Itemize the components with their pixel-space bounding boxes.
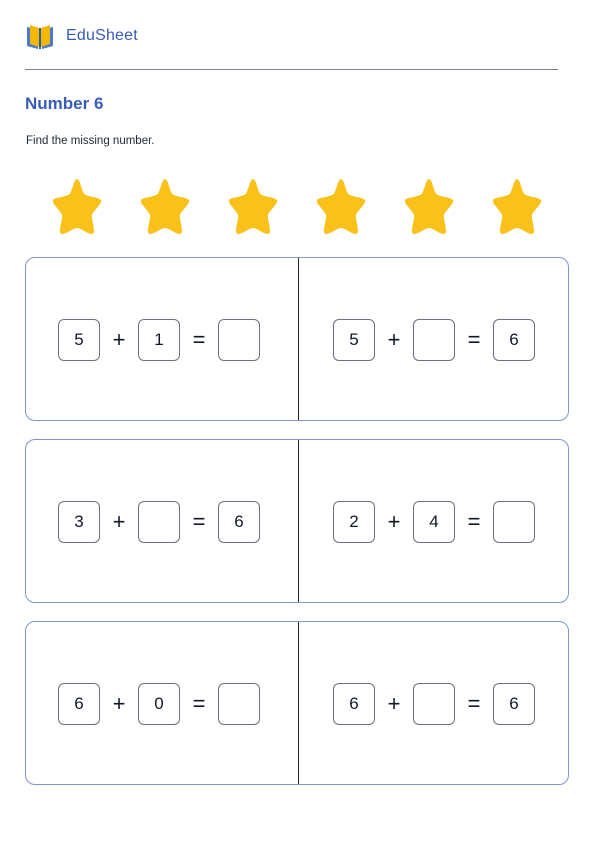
addend-box: 5 [333, 319, 375, 361]
star-icon [308, 174, 374, 240]
instruction-text: Find the missing number. [26, 135, 155, 147]
equation [58, 683, 260, 725]
equals-sign: = [467, 691, 481, 716]
page-title: Number 6 [25, 94, 104, 113]
equals-sign: = [192, 691, 206, 716]
equation-card [25, 621, 569, 785]
star-icon [132, 174, 198, 240]
equals-sign: = [192, 509, 206, 534]
sum-box: 6 [218, 501, 260, 543]
card-divider [298, 258, 299, 420]
plus-sign: + [112, 691, 126, 716]
answer-box[interactable] [413, 683, 455, 725]
equation [333, 683, 535, 725]
star-icon [44, 174, 110, 240]
sum-box: 6 [493, 683, 535, 725]
equation [58, 501, 260, 543]
equals-sign: = [467, 509, 481, 534]
sum-box: 6 [493, 319, 535, 361]
star-icon [220, 174, 286, 240]
addend-box: 6 [333, 683, 375, 725]
equals-sign: = [467, 327, 481, 352]
open-book-icon [24, 20, 56, 52]
card-divider [298, 622, 299, 784]
star-icon [484, 174, 550, 240]
plus-sign: + [387, 509, 401, 534]
addend-box: 5 [58, 319, 100, 361]
card-divider [298, 440, 299, 602]
addend-box: 6 [58, 683, 100, 725]
star-icon [396, 174, 462, 240]
answer-box[interactable] [413, 319, 455, 361]
equation [333, 319, 535, 361]
equation-card [25, 439, 569, 603]
equation [58, 319, 260, 361]
plus-sign: + [387, 327, 401, 352]
equals-sign: = [192, 327, 206, 352]
equation-card [25, 257, 569, 421]
addend-box: 2 [333, 501, 375, 543]
answer-box[interactable] [218, 319, 260, 361]
answer-box[interactable] [218, 683, 260, 725]
plus-sign: + [112, 327, 126, 352]
plus-sign: + [387, 691, 401, 716]
addend-box: 1 [138, 319, 180, 361]
addend-box: 4 [413, 501, 455, 543]
star-row [44, 174, 550, 240]
addend-box: 0 [138, 683, 180, 725]
answer-box[interactable] [493, 501, 535, 543]
header [24, 20, 138, 52]
equation [333, 501, 535, 543]
header-divider [25, 69, 558, 70]
answer-box[interactable] [138, 501, 180, 543]
addend-box: 3 [58, 501, 100, 543]
plus-sign: + [112, 509, 126, 534]
brand-name: EduSheet [66, 27, 138, 44]
